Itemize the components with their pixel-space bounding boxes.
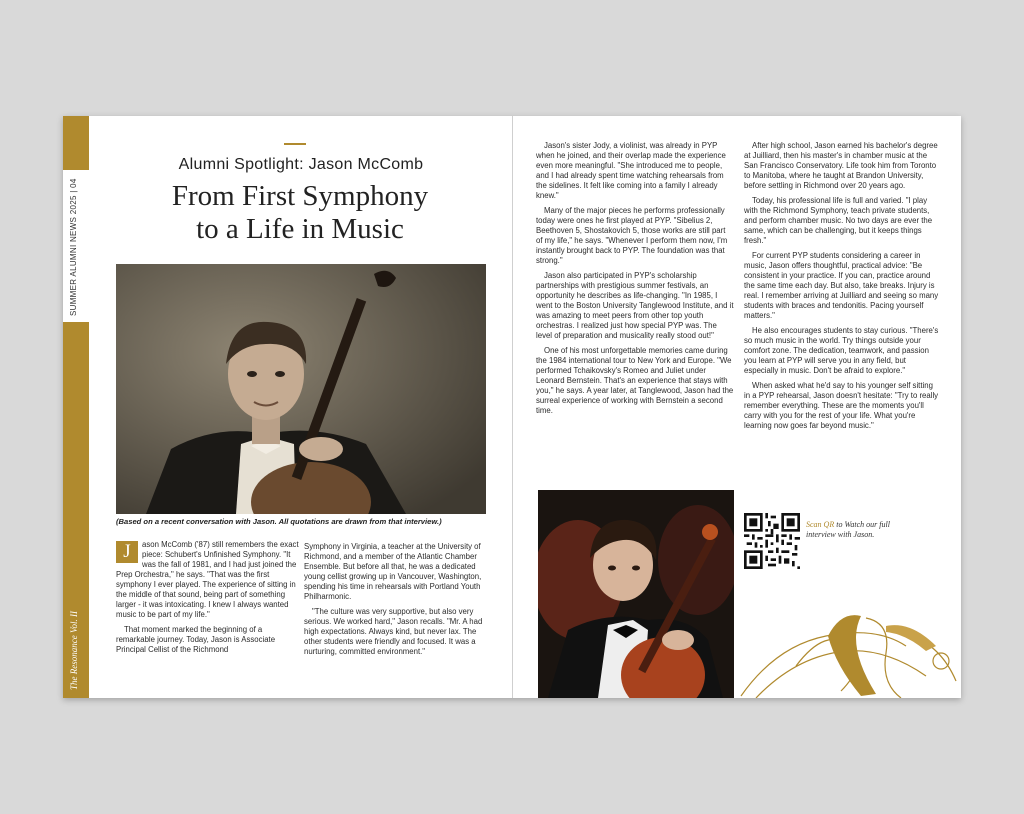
article-column-3 — [536, 141, 734, 421]
young-cellist-photo — [538, 490, 734, 698]
paragraph: Today, his professional life is full and varied. "I play with the Richmond Symphony, teach private students, and perform chamber music. No two days are ever the same, which can be challenging, but it keeps things fresh." — [744, 196, 933, 245]
page-gutter — [512, 116, 513, 698]
paragraph: Symphony in Virginia, a teacher at the University of Richmond, and a member of the Atlantic Chamber Ensemble. But before all that, he was a dedicated young cellist growing up in Vancouver, Washington, spending his time in rehearsals with Portland Youth Philharmonic. — [304, 542, 482, 601]
paragraph: Many of the major pieces he performs professionally today were ones he first played at PYP. "Sibelius 2, Beethoven 5, Shostakovich 5, those works are still part of my life," he says. "Whenever I perform them now, I'm instantly brought back to PYP. The foundation was that strong." — [536, 206, 728, 265]
qr-prompt — [806, 520, 906, 540]
headline-line-2: to a Life in Music — [196, 213, 404, 245]
paragraph: When asked what he'd say to his younger self sitting in a PYP rehearsal, Jason doesn't hesitate: "Try to really remember everything. These are the moments you'll carry with you for the rest of your life. What you're learning now goes far beyond music." — [744, 381, 939, 430]
paragraph: That moment marked the beginning of a remarkable journey. Today, Jason is Associate Principal Cellist of the Richmond — [116, 625, 276, 654]
article-headline — [100, 180, 500, 246]
publication-label: The Resonance Vol. II — [69, 611, 79, 690]
paragraph: For current PYP students considering a career in music, Jason offers thoughtful, practical advice: "Be consistent in your practice. If you can, practice around the same time each day. But also, take breaks. Injury is real. I remember arriving at Juilliard and seeing so many students with braces and tendonitis. Pacing yourself matters." — [744, 251, 939, 320]
qr-prompt-rest: to Watch our full interview with Jason. — [806, 520, 890, 539]
article-column-2 — [304, 542, 494, 662]
paragraph — [116, 540, 299, 620]
qr-code-icon[interactable] — [744, 513, 800, 569]
cellist-portrait-photo — [116, 264, 486, 514]
paragraph-text: ason McComb ('87) still remembers the exact piece: Schubert's Unfinished Symphony. "It was the fall of 1981, and I had just joined the Prep Orchestra," he says. "That was the first symphony I ever played. The experience of sitting in the middle of that sound, being part of something larger - it was intoxicating. I knew I always wanted music to be part of my life." — [116, 540, 299, 619]
article-column-4 — [744, 141, 939, 436]
drop-cap: J — [116, 541, 138, 563]
accent-dash — [284, 143, 306, 145]
photo-caption: (Based on a recent conversation with Jason. All quotations are drawn from that interview.) — [116, 517, 442, 526]
headline-line-1: From First Symphony — [171, 180, 429, 212]
treble-clef-ornament-icon — [736, 606, 961, 698]
qr-prompt-lead: Scan QR — [806, 520, 835, 529]
paragraph: He also encourages students to stay curious. "There's so much music in the world. Try things outside your comfort zone. The dedication, teamwork, and passion you learn at PYP will serve you in any field, but especially in music. Don't be afraid to explore." — [744, 326, 939, 375]
paragraph: Jason also participated in PYP's scholarship partnerships with prestigious summer festivals, an opportunity he describes as life-changing. "In 1985, I went to the Boston University Tanglewood Institute, and it was amazing to meet peers from other top youth orchestras. I realized just how special PYP was. The level of preparation and musicality really stood out!" — [536, 271, 734, 340]
edition-label: SUMMER ALUMNI NEWS 2025 | 04 — [69, 178, 78, 316]
paragraph: One of his most unforgettable memories came during the 1984 international tour to New York and Europe. "We performed Tchaikovsky's Romeo and Juliet under Leonard Bernstein. That's an experience that stays with you," he says. A year later, at Tanglewood, Jason had the surreal experience of working with Bernstein a second time. — [536, 346, 734, 415]
article-kicker: Alumni Spotlight: Jason McComb — [178, 156, 424, 173]
article-column-1 — [116, 540, 299, 660]
paragraph: Jason's sister Jody, a violinist, was already in PYP when he joined, and their overlap made the experience even more meaningful. "She introduced me to people, and I had already spent time watching rehearsals from the sidelines. It felt like coming into a family I already knew." — [536, 141, 726, 200]
paragraph: After high school, Jason earned his bachelor's degree at Juilliard, then his master's in chamber music at the San Francisco Conservatory. Life took him from Toronto to Manitoba, where he taught at Brandon University, before settling in Richmond over 20 years ago. — [744, 141, 938, 190]
paragraph: "The culture was very supportive, but also very serious. We worked hard," Jason recalls. "Mr. A had high expectations. Always kind, but never lax. The other students were friendly and focused. It was a nurturing, committed environment." — [304, 607, 483, 656]
